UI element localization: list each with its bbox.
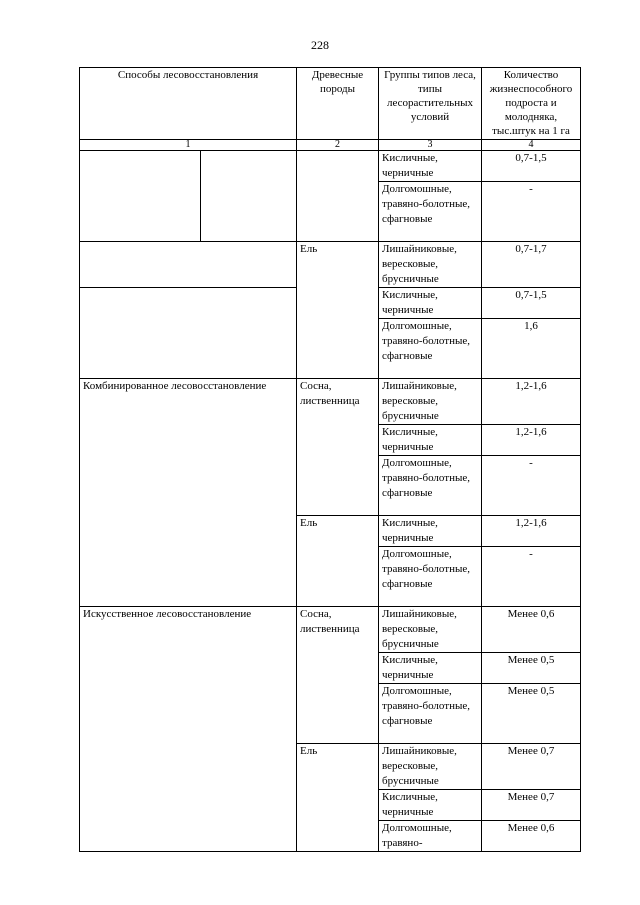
count-cell: 1,2-1,6: [482, 516, 581, 547]
count-cell: 0,7-1,7: [482, 242, 581, 288]
page-number: 228: [311, 38, 329, 52]
forest-type-cell: Долгомошные, травяно-: [379, 821, 482, 852]
count-cell: -: [482, 547, 581, 607]
header-species: Древесные породы: [297, 68, 379, 140]
species-cell-pine-larch: Сосна, лиственница: [297, 607, 379, 744]
table-row: [80, 151, 581, 182]
header-methods: Способы лесовосстановления: [80, 68, 297, 140]
header-count: Количество жизнеспособного подроста и молодняка, тыс.штук на 1 га: [482, 68, 581, 140]
species-cell-pine-larch: Сосна, лиственница: [297, 379, 379, 516]
forest-type-cell: Долгомошные, травяно-болотные, сфагновые: [379, 182, 482, 242]
forest-type-cell: Кисличные, черничные: [379, 516, 482, 547]
forest-type-cell: Кисличные, черничные: [379, 288, 482, 319]
count-cell: Менее 0,5: [482, 684, 581, 744]
count-cell: 1,6: [482, 319, 581, 379]
count-cell: Менее 0,5: [482, 653, 581, 684]
method-subcell-empty: [201, 151, 297, 242]
count-cell: 1,2-1,6: [482, 425, 581, 456]
count-cell: -: [482, 456, 581, 516]
count-cell: Менее 0,7: [482, 790, 581, 821]
table-row: [80, 607, 581, 653]
forest-type-cell: Долгомошные, травяно-болотные, сфагновые: [379, 684, 482, 744]
method-cell-empty: [80, 151, 201, 242]
count-cell: Менее 0,6: [482, 607, 581, 653]
count-cell: 0,7-1,5: [482, 151, 581, 182]
column-number: 1: [80, 140, 297, 151]
column-number: 2: [297, 140, 379, 151]
forest-type-cell: Кисличные, черничные: [379, 653, 482, 684]
table-row: [80, 379, 581, 425]
table-header-row: [80, 68, 581, 140]
forest-type-cell: Долгомошные, травяно-болотные, сфагновые: [379, 319, 482, 379]
forest-type-cell: Кисличные, черничные: [379, 151, 482, 182]
species-cell-spruce: Ель: [297, 516, 379, 607]
method-cell-empty: [80, 242, 297, 288]
column-number-row: [80, 140, 581, 151]
count-cell: 1,2-1,6: [482, 379, 581, 425]
count-cell: -: [482, 182, 581, 242]
forest-type-cell: Кисличные, черничные: [379, 425, 482, 456]
forest-type-cell: Лишайниковые, вересковые, брусничные: [379, 379, 482, 425]
table-row: [80, 242, 581, 288]
species-cell-spruce: Ель: [297, 744, 379, 852]
forest-type-cell: Кисличные, черничные: [379, 790, 482, 821]
count-cell: Менее 0,6: [482, 821, 581, 852]
forest-restoration-table: [79, 67, 581, 852]
method-artificial: Искусственное лесовосстановление: [80, 607, 297, 852]
forest-type-cell: Долгомошные, травяно-болотные, сфагновые: [379, 547, 482, 607]
method-cell-empty: [80, 288, 297, 379]
count-cell: 0,7-1,5: [482, 288, 581, 319]
forest-type-cell: Лишайниковые, вересковые, брусничные: [379, 607, 482, 653]
header-forest-types: Группы типов леса, типы лесорастительных условий: [379, 68, 482, 140]
column-number: 4: [482, 140, 581, 151]
forest-type-cell: Лишайниковые, вересковые, брусничные: [379, 744, 482, 790]
species-cell-spruce: Ель: [297, 242, 379, 379]
method-combined: Комбинированное лесовосстановление: [80, 379, 297, 607]
count-cell: Менее 0,7: [482, 744, 581, 790]
column-number: 3: [379, 140, 482, 151]
species-cell-empty: [297, 151, 379, 242]
forest-type-cell: Долгомошные, травяно-болотные, сфагновые: [379, 456, 482, 516]
forest-type-cell: Лишайниковые, вересковые, брусничные: [379, 242, 482, 288]
